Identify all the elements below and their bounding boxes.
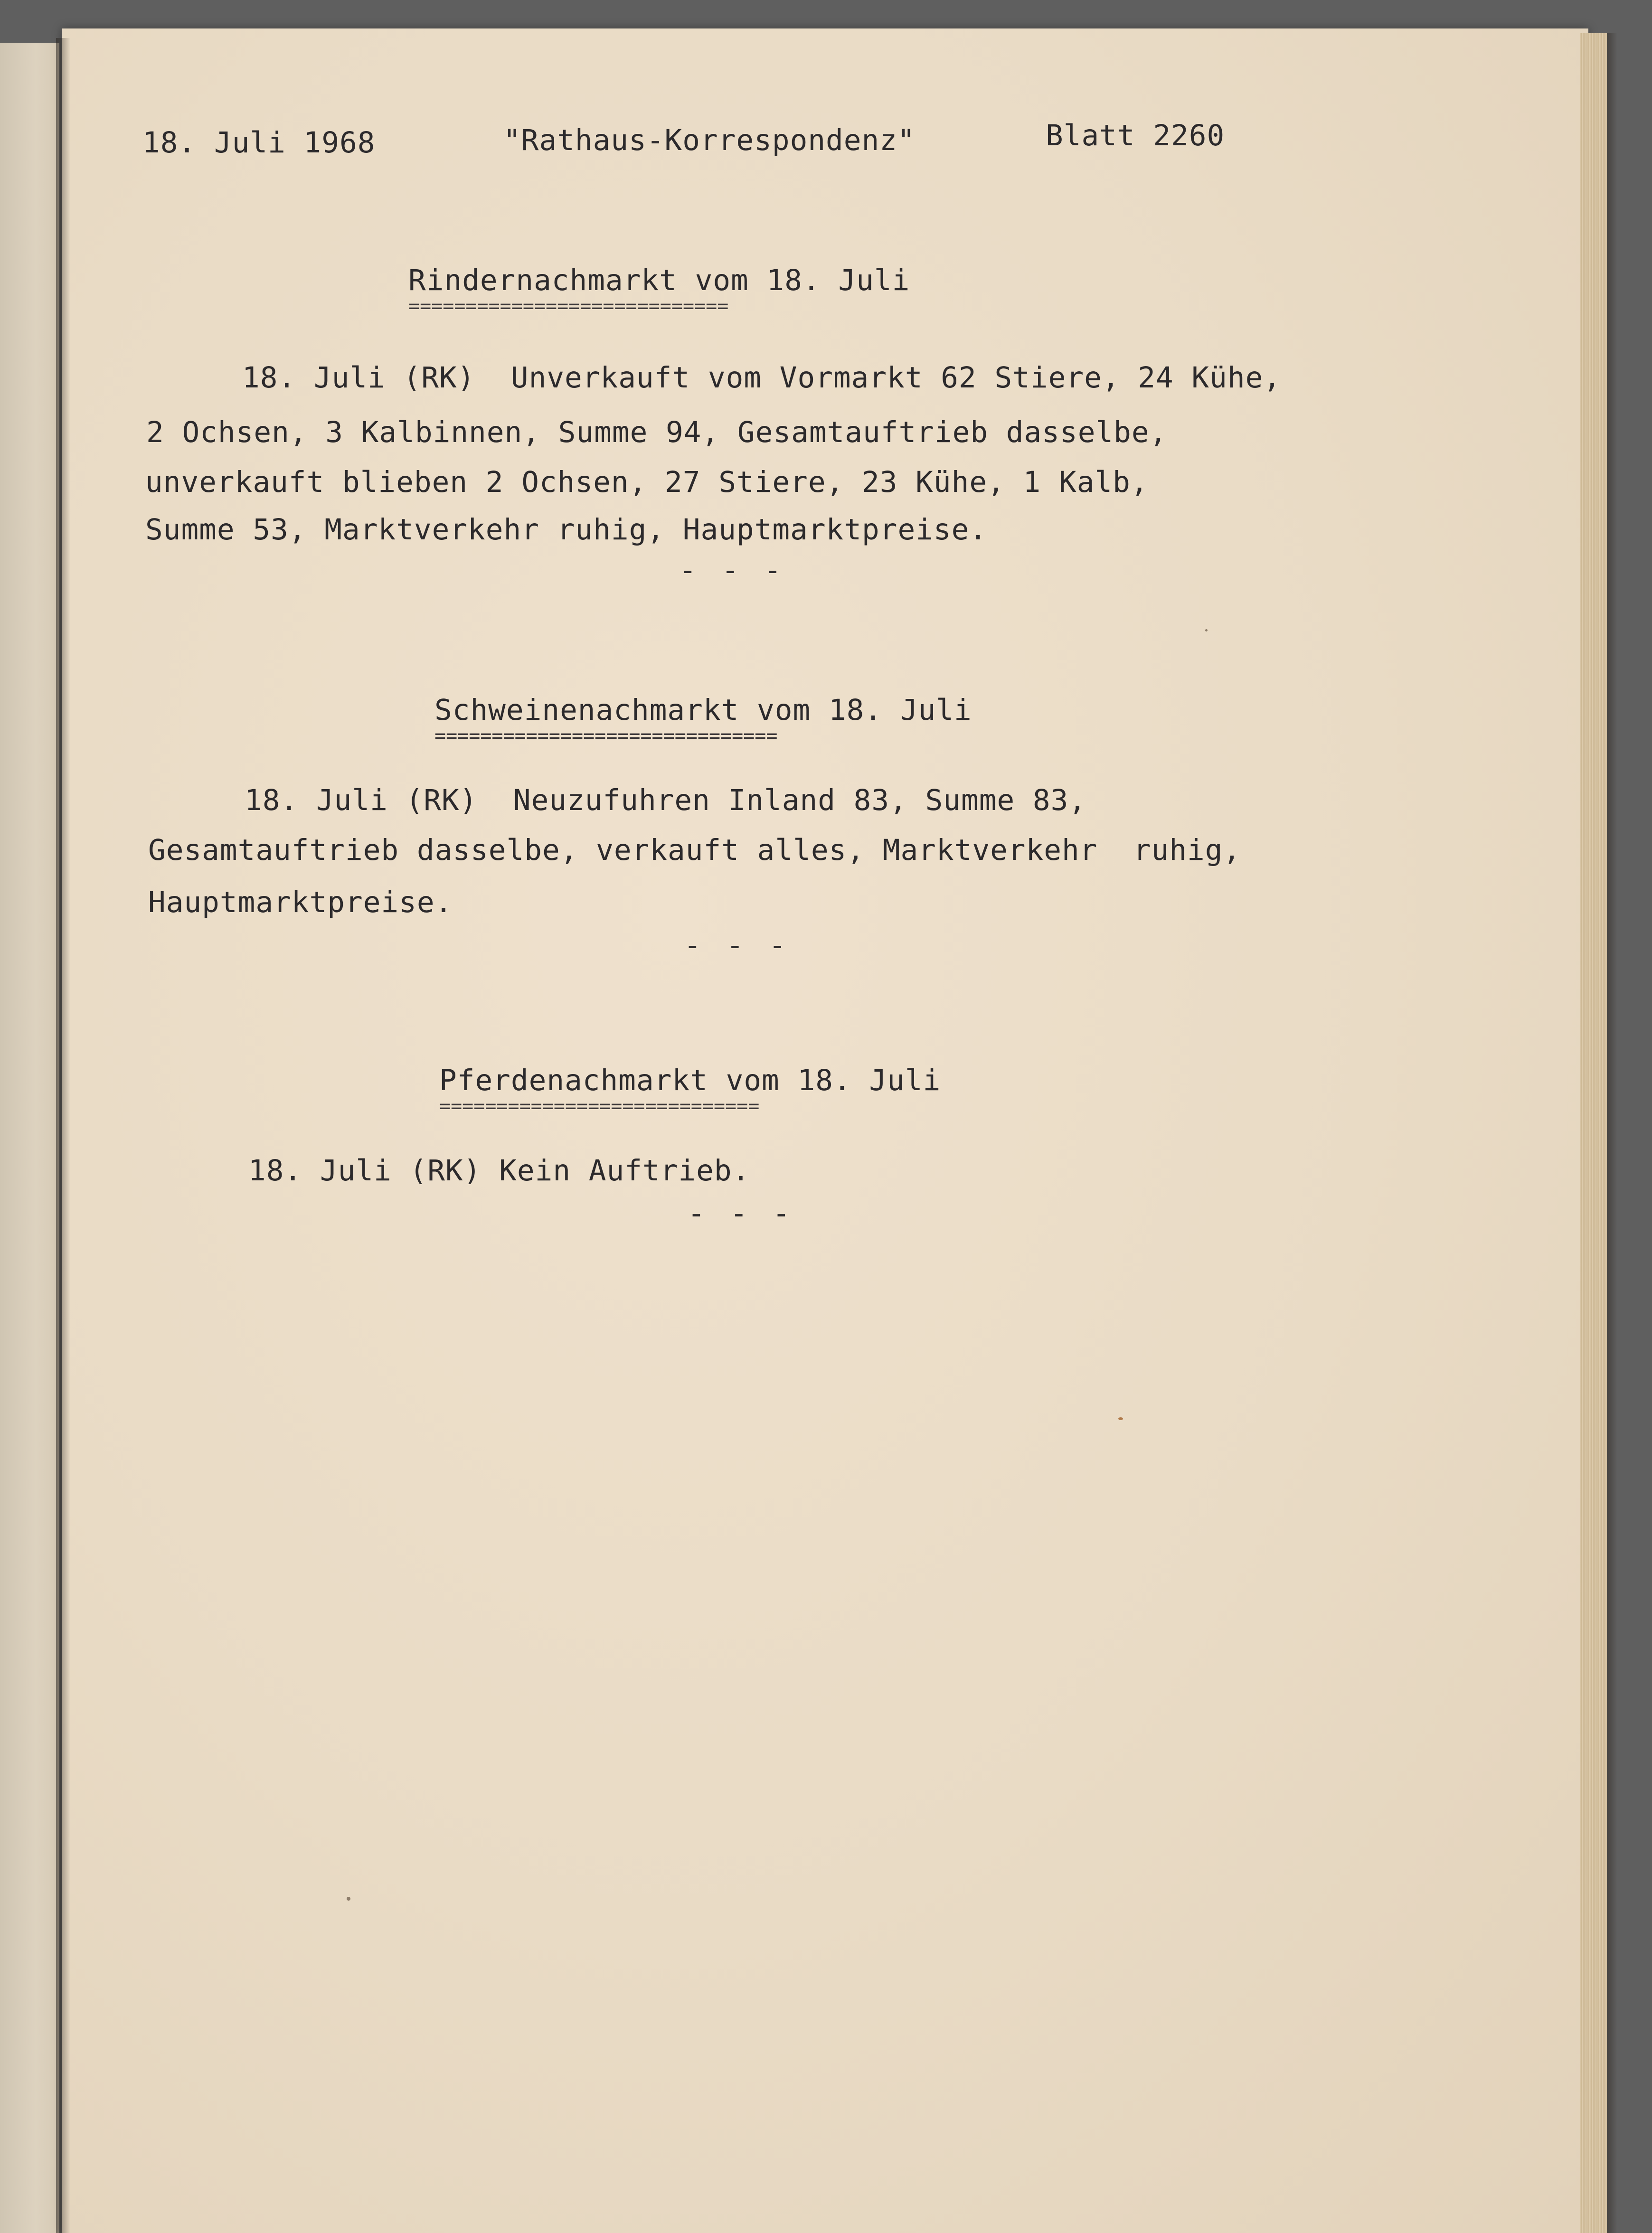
page-stack-edges bbox=[1580, 33, 1607, 2233]
header-date: 18. Juli 1968 bbox=[142, 126, 376, 160]
header-publication: "Rathaus-Korrespondenz" bbox=[503, 123, 916, 157]
section-line: unverkauft blieben 2 Ochsen, 27 Stiere, 23 Kühe, 1 Kalb, bbox=[145, 465, 1149, 499]
document-page bbox=[62, 28, 1588, 2233]
section-separator: - - - bbox=[688, 1197, 794, 1230]
section-underline-pferde: ============================ bbox=[439, 1095, 760, 1117]
section-line: Hauptmarktpreise. bbox=[148, 886, 453, 919]
header-sheet: Blatt 2260 bbox=[1046, 119, 1225, 152]
section-underline-rinder: ============================ bbox=[408, 295, 729, 317]
paper-speck bbox=[1118, 1417, 1123, 1420]
section-line: 18. Juli (RK) Kein Auftrieb. bbox=[248, 1154, 750, 1187]
left-page-edge bbox=[0, 43, 59, 2233]
section-separator: - - - bbox=[679, 553, 785, 587]
section-separator: - - - bbox=[684, 928, 790, 962]
section-title-pferde: Pferdenachmarkt vom 18. Juli bbox=[439, 1064, 941, 1097]
section-underline-schweine: ============================== bbox=[434, 725, 778, 747]
paper-speck bbox=[347, 1897, 350, 1901]
paper-speck bbox=[1205, 629, 1208, 631]
section-line: 18. Juli (RK) Neuzufuhren Inland 83, Summe 83, bbox=[245, 783, 1087, 817]
section-title-rinder: Rindernachmarkt vom 18. Juli bbox=[408, 264, 910, 297]
page-stack-shadow bbox=[1607, 33, 1617, 2233]
section-line: Gesamtauftrieb dasselbe, verkauft alles, Marktverkehr ruhig, bbox=[148, 833, 1241, 867]
section-line: 18. Juli (RK) Unverkauft vom Vormarkt 62 Stiere, 24 Kühe, bbox=[242, 361, 1282, 395]
gutter-shadow bbox=[56, 38, 70, 2233]
section-title-schweine: Schweinenachmarkt vom 18. Juli bbox=[434, 693, 972, 727]
section-line: 2 Ochsen, 3 Kalbinnen, Summe 94, Gesamtauftrieb dasselbe, bbox=[146, 415, 1168, 449]
section-line: Summe 53, Marktverkehr ruhig, Hauptmarktpreise. bbox=[145, 513, 988, 546]
